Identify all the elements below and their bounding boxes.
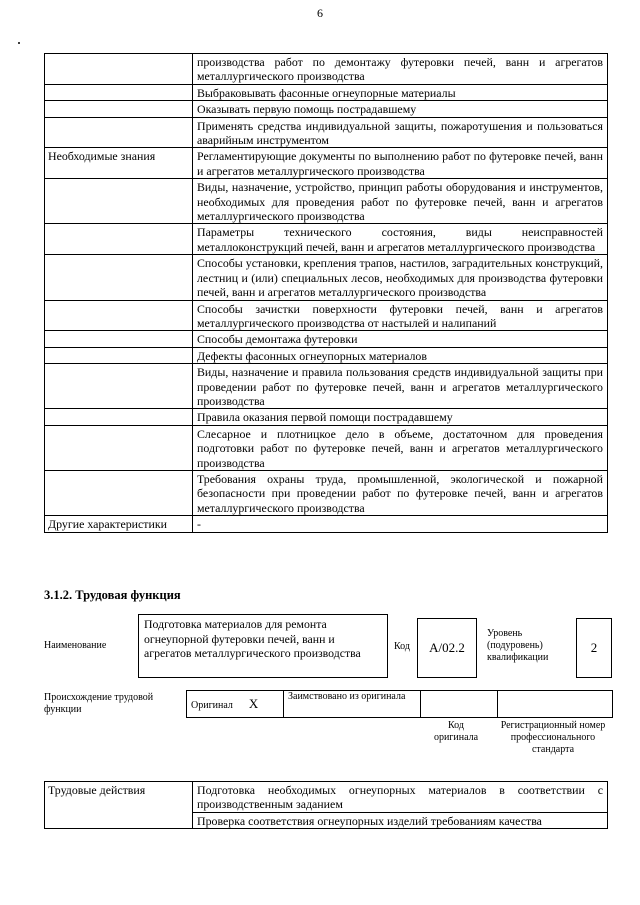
table-cell-label [45,425,193,470]
table-cell-label [45,409,193,425]
table-row [45,331,608,347]
original-label: Оригинал [191,700,233,711]
table-row [45,364,608,409]
table-cell-label [45,300,193,331]
table-cell-label [45,101,193,117]
table-cell-label [45,54,193,85]
table-row [45,117,608,148]
table-cell-label [45,179,193,224]
table-row [45,300,608,331]
function-name-box: Подготовка материалов для ремонта огнеупорной футеровки печей, ванн и агрегатов металлургического производства [138,614,388,678]
table-row [45,101,608,117]
section-title: 3.1.2. Трудовая функция [44,588,181,602]
table-row [45,470,608,515]
origin-reg-cell [498,691,613,718]
table-cell-text: Слесарное и плотницкое дело в объеме, достаточном для проведения подготовки работ по футеровке печей, ванн и агрегатов металлургического производства [193,425,608,470]
skills-knowledge-table [44,53,608,533]
table-row [45,84,608,100]
table-cell-text: Требования охраны труда, промышленной, экологической и пожарной безопасности при проведении работ по футеровке печей, ванн и агрегатов металлургического производства [193,470,608,515]
table-cell-label: Необходимые знания [45,148,193,179]
table-cell-text: - [193,516,608,532]
table-row [45,179,608,224]
table-row [45,54,608,85]
actions-label: Трудовые действия [45,782,193,829]
function-code-box: А/02.2 [417,618,477,678]
table-cell-text: Проверка соответствия огнеупорных изделий требованиям качества [193,812,608,828]
level-label: Уровень (подуровень) квалификации [487,628,549,663]
table-cell-text: Оказывать первую помощь пострадавшему [193,101,608,117]
table-cell-text: Дефекты фасонных огнеупорных материалов [193,347,608,363]
origin-original-cell [187,691,284,718]
table-cell-label [45,255,193,300]
table-row [45,224,608,255]
table-row [45,347,608,363]
table-cell-text: Виды, назначение, устройство, принцип работы оборудования и инструментов, необходимых для проведения работ по футеровке печей, ванн и агрегатов металлургического производства [193,179,608,224]
table-cell-label [45,347,193,363]
table-row [45,782,608,813]
table-cell-text: Способы установки, крепления трапов, настилов, заградительных конструкций, лестниц и (или) специальных лесов, необходимых для производства футеровки печей, ванн и агрегатов металлургического производства [193,255,608,300]
table-row [45,255,608,300]
table-cell-text: Способы зачистки поверхности футеровки печей, ванн и агрегатов металлургического производства от настылей и налипаний [193,300,608,331]
table-cell-label: Другие характеристики [45,516,193,532]
labor-actions-table [44,781,608,829]
scan-dot [18,42,20,44]
table-cell-text: Параметры технического состояния, виды неисправностей металлоконструкций печей, ванн и агрегатов металлургического производства [193,224,608,255]
origin-row [187,691,613,718]
code-caption: Код оригинала [433,720,479,743]
table-cell-text: Применять средства индивидуальной защиты, пожаротушения и пользоваться аварийным инструментом [193,117,608,148]
origin-code-cell [421,691,498,718]
table-cell-text: Виды, назначение и правила пользования средств индивидуальной защиты при проведении работ по футеровке печей, ванн и агрегатов металлургического производства [193,364,608,409]
table-row [45,409,608,425]
table-cell-label [45,84,193,100]
table-cell-text: Подготовка необходимых огнеупорных материалов в соответствии с производственным заданием [193,782,608,813]
level-value-box: 2 [576,618,612,678]
table-row [45,425,608,470]
table-cell-label [45,364,193,409]
table-cell-label [45,224,193,255]
original-mark: X [248,696,259,711]
table-cell-text: Способы демонтажа футеровки [193,331,608,347]
table-cell-text: Выбраковывать фасонные огнеупорные материалы [193,84,608,100]
table-cell-label [45,470,193,515]
table-cell-text: Правила оказания первой помощи пострадавшему [193,409,608,425]
origin-label: Происхождение трудовой функции [44,692,154,715]
table-cell-label [45,331,193,347]
table-cell-label [45,117,193,148]
table-row [45,516,608,532]
reg-caption: Регистрационный номер профессионального стандарта [500,720,606,755]
table-row [45,148,608,179]
name-label: Наименование [44,640,107,651]
code-label: Код [394,641,410,652]
page-number: 6 [317,6,323,20]
origin-table [186,690,613,718]
table-cell-text: Регламентирующие документы по выполнению работ по футеровке печей, ванн и агрегатов металлургического производства [193,148,608,179]
borrowed-label: Заимствовано из оригинала [284,691,421,718]
table-cell-text: производства работ по демонтажу футеровки печей, ванн и агрегатов металлургического производства [193,54,608,85]
